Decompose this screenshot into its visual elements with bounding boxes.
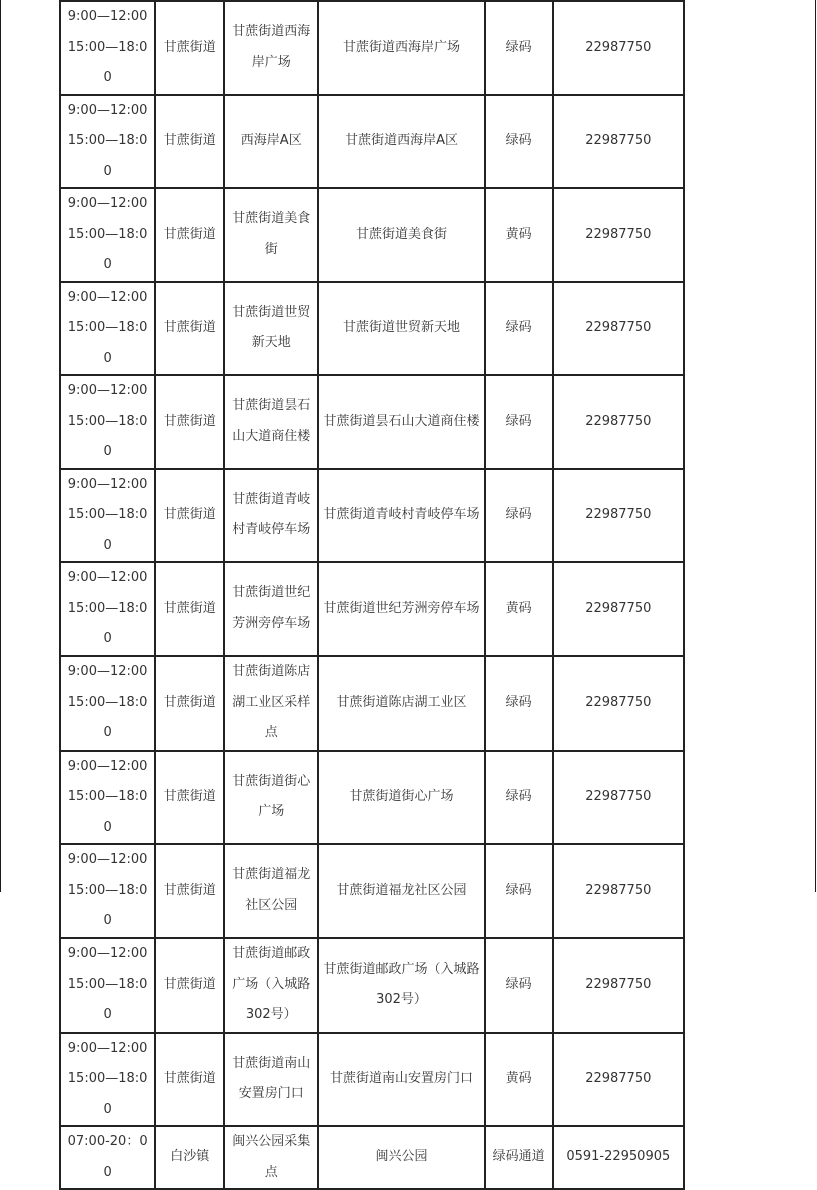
time-afternoon: 15:00—18:00 [67, 882, 148, 928]
street-cell: 白沙镇 [156, 1127, 225, 1190]
address-cell: 闽兴公园 [319, 1127, 485, 1190]
sampling-point-cell: 甘蔗街道世贸新天地 [225, 283, 319, 377]
health-code-cell: 绿码 [486, 939, 554, 1034]
street-cell: 甘蔗街道 [156, 283, 225, 377]
time-afternoon: 15:00—18:00 [67, 133, 148, 179]
time-cell [61, 1034, 156, 1128]
table-row [61, 752, 685, 846]
table-row [61, 845, 685, 939]
time-cell [61, 1127, 156, 1190]
time-cell [61, 189, 156, 283]
table-row [61, 96, 685, 190]
time-afternoon: 15:00—18:00 [67, 789, 148, 835]
health-code-cell: 黄码 [486, 563, 554, 657]
phone-cell: 22987750 [554, 1034, 685, 1128]
time-cell [61, 752, 156, 846]
table-row [61, 1127, 685, 1190]
time-cell [61, 845, 156, 939]
time-morning: 9:00—12:00 [67, 476, 148, 492]
phone-cell: 22987750 [554, 189, 685, 283]
health-code-cell: 黄码 [486, 189, 554, 283]
table-row [61, 376, 685, 470]
time-morning: 9:00—12:00 [67, 289, 148, 305]
page-left-border [0, 0, 1, 892]
time-afternoon: 15:00—18:00 [67, 1071, 148, 1117]
address-cell: 甘蔗街道世贸新天地 [319, 283, 485, 377]
time-cell [61, 96, 156, 190]
time-afternoon: 15:00—18:00 [67, 39, 148, 85]
sampling-point-cell: 甘蔗街道邮政广场（入城路302号） [225, 939, 319, 1034]
time-cell [61, 283, 156, 377]
phone-cell: 22987750 [554, 845, 685, 939]
phone-cell: 22987750 [554, 0, 685, 96]
street-cell: 甘蔗街道 [156, 96, 225, 190]
sampling-point-cell: 甘蔗街道福龙社区公园 [225, 845, 319, 939]
health-code-cell: 绿码通道 [486, 1127, 554, 1190]
sampling-point-cell: 甘蔗街道昙石山大道商住楼 [225, 376, 319, 470]
address-cell: 甘蔗街道街心广场 [319, 752, 485, 846]
sampling-point-cell: 西海岸A区 [225, 96, 319, 190]
table-row [61, 939, 685, 1034]
street-cell: 甘蔗街道 [156, 376, 225, 470]
address-cell: 甘蔗街道南山安置房门口 [319, 1034, 485, 1128]
phone-cell: 22987750 [554, 376, 685, 470]
time-afternoon: 15:00—18:00 [67, 320, 148, 366]
street-cell: 甘蔗街道 [156, 189, 225, 283]
time-afternoon: 15:00—18:00 [67, 507, 148, 553]
time-morning: 9:00—12:00 [67, 946, 148, 962]
street-cell: 甘蔗街道 [156, 563, 225, 657]
address-cell: 甘蔗街道美食街 [319, 189, 485, 283]
sampling-point-cell: 甘蔗街道西海岸广场 [225, 0, 319, 96]
time-morning: 9:00—12:00 [67, 102, 148, 118]
time-morning: 9:00—12:00 [67, 1040, 148, 1056]
health-code-cell: 绿码 [486, 657, 554, 752]
time-cell [61, 939, 156, 1034]
sampling-point-cell: 甘蔗街道街心广场 [225, 752, 319, 846]
street-cell: 甘蔗街道 [156, 657, 225, 752]
table-row [61, 283, 685, 377]
address-cell: 甘蔗街道青岐村青岐停车场 [319, 470, 485, 564]
sampling-point-cell: 甘蔗街道南山安置房门口 [225, 1034, 319, 1128]
phone-cell: 22987750 [554, 657, 685, 752]
health-code-cell: 绿码 [486, 752, 554, 846]
time-afternoon: 15:00—18:00 [67, 694, 148, 741]
time-morning: 9:00—12:00 [67, 196, 148, 211]
time-cell [61, 563, 156, 657]
address-cell: 甘蔗街道世纪芳洲旁停车场 [319, 563, 485, 657]
address-cell: 甘蔗街道西海岸广场 [319, 0, 485, 96]
street-cell: 甘蔗街道 [156, 1034, 225, 1128]
sampling-point-cell: 闽兴公园采集点 [225, 1127, 319, 1190]
phone-cell: 22987750 [554, 563, 685, 657]
health-code-cell: 绿码 [486, 845, 554, 939]
table-row [61, 0, 685, 96]
street-cell: 甘蔗街道 [156, 939, 225, 1034]
table-row [61, 657, 685, 752]
time-afternoon: 15:00—18:00 [67, 413, 148, 459]
table-row [61, 1034, 685, 1128]
phone-cell: 22987750 [554, 283, 685, 377]
time-cell [61, 657, 156, 752]
phone-cell: 22987750 [554, 939, 685, 1034]
sampling-point-cell: 甘蔗街道陈店湖工业区采样点 [225, 657, 319, 752]
phone-cell: 22987750 [554, 96, 685, 190]
health-code-cell: 黄码 [486, 1034, 554, 1128]
time-morning: 9:00—12:00 [67, 852, 148, 867]
time-single: 07:00-20：00 [67, 1134, 148, 1180]
time-afternoon: 15:00—18:00 [67, 976, 148, 1023]
health-code-cell: 绿码 [486, 470, 554, 564]
time-morning: 9:00—12:00 [67, 9, 148, 24]
phone-cell: 22987750 [554, 470, 685, 564]
time-cell [61, 470, 156, 564]
street-cell: 甘蔗街道 [156, 470, 225, 564]
street-cell: 甘蔗街道 [156, 0, 225, 96]
phone-cell: 22987750 [554, 752, 685, 846]
time-morning: 9:00—12:00 [67, 758, 148, 774]
street-cell: 甘蔗街道 [156, 845, 225, 939]
address-cell: 甘蔗街道福龙社区公园 [319, 845, 485, 939]
address-cell: 甘蔗街道陈店湖工业区 [319, 657, 485, 752]
health-code-cell: 绿码 [486, 283, 554, 377]
address-cell: 甘蔗街道西海岸A区 [319, 96, 485, 190]
time-afternoon: 15:00—18:00 [67, 226, 148, 272]
time-morning: 9:00—12:00 [67, 664, 148, 680]
address-cell: 甘蔗街道邮政广场（入城路302号） [319, 939, 485, 1034]
time-morning: 9:00—12:00 [67, 570, 148, 585]
table-row [61, 189, 685, 283]
phone-cell: 0591-22950905 [554, 1127, 685, 1190]
time-afternoon: 15:00—18:00 [67, 600, 148, 646]
health-code-cell: 绿码 [486, 376, 554, 470]
page-right-border [815, 0, 816, 892]
time-cell [61, 376, 156, 470]
sampling-point-cell: 甘蔗街道美食街 [225, 189, 319, 283]
time-morning: 9:00—12:00 [67, 383, 148, 398]
sampling-point-cell: 甘蔗街道世纪芳洲旁停车场 [225, 563, 319, 657]
table-row [61, 563, 685, 657]
sampling-point-cell: 甘蔗街道青岐村青岐停车场 [225, 470, 319, 564]
health-code-cell: 绿码 [486, 0, 554, 96]
time-cell [61, 0, 156, 96]
testing-site-table [59, 0, 685, 1190]
table-row [61, 470, 685, 564]
health-code-cell: 绿码 [486, 96, 554, 190]
street-cell: 甘蔗街道 [156, 752, 225, 846]
address-cell: 甘蔗街道昙石山大道商住楼 [319, 376, 485, 470]
